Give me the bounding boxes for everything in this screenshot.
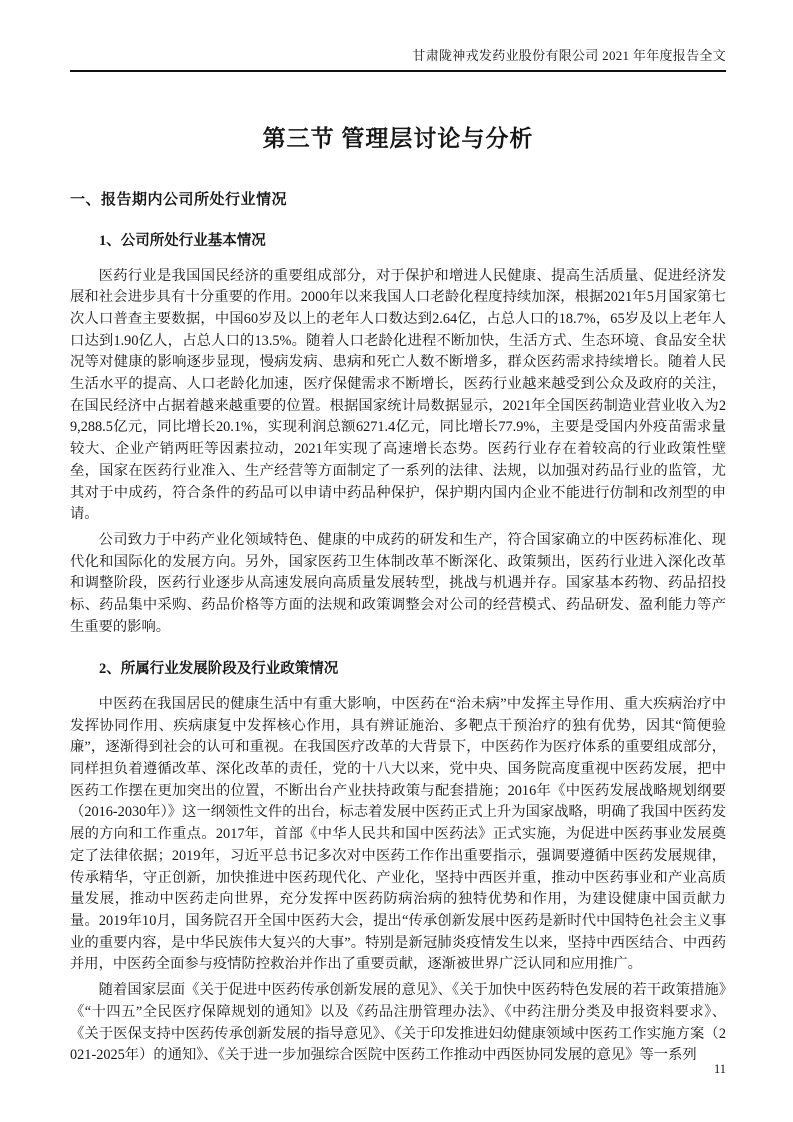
paragraph-industry-policy-1: 中医药在我国居民的健康生活中有重大影响，中医药在“治未病”中发挥主导作用、重大疾病治疗中发挥协同作用、疾病康复中发挥核心作用，具有辨证施治、多靶点干预治疗的独有优势，因其“简便验廉”，逐渐得到社会的认可和重视。在我国医疗改革的大背景下，中医药作为医疗体系的重要组成部分，同样担负着遵循改革、深化改革的责任，党的十八大以来，党中央、国务院高度重视中医药发展，把中医药工作摆在更加突出的位置，不断出台产业扶持政策与配套措施；2016年《中医药发展战略规划纲要（2016-2030年）》这一纲领性文件的出台，标志着发展中医药正式上升为国家战略，明确了我国中医药发展的方向和工作重点。2017年，首部《中华人民共和国中医药法》正式实施，为促进中医药事业发展奠定了法律依据；2019年，习近平总书记多次对中医药工作作出重要指示，强调要遵循中医药发展规律，传承精华，守正创新，加快推进中医药现代化、产业化，坚持中西医并重，推动中医药事业和产业高质量发展，推动中医药走向世界，充分发挥中医药防病治病的独特优势和作用，为建设健康中国贡献力量。2019年10月，国务院召开全国中医药大会，提出“传承创新发展中医药是新时代中国特色社会主义事业的重要内容，是中华民族伟大复兴的大事”。特别是新冠肺炎疫情发生以来，坚持中西医结合、中西药并用，中医药全面参与疫情防控救治并作出了重要贡献，逐渐被世界广泛认同和应用推广。 <box>70 695 726 973</box>
heading-industry-overview: 一、报告期内公司所处行业情况 <box>70 192 288 208</box>
subheading-industry-basics: 1、公司所处行业基本情况 <box>99 233 266 249</box>
paragraph-industry-policy-2: 随着国家层面《关于促进中医药传承创新发展的意见》、《关于加快中医药特色发展的若干政策措施》《“十四五”全民医疗保障规划的通知》以及《药品注册管理办法》、《中药注册分类及申报资料要求》、《关于医保支持中医药传承创新发展的指导意见》、《关于印发推进妇幼健康领域中医药工作实施方案（2021-2025年）的通知》、《关于进一步加强综合医院中医药工作推动中西医协同发展的意见》等一系列 <box>70 982 726 1064</box>
page-number: 11 <box>713 1062 726 1076</box>
report-header-title: 甘肃陇神戎发药业股份有限公司 2021 年年度报告全文 <box>412 48 726 63</box>
section-title: 第三节 管理层讨论与分析 <box>262 126 534 151</box>
subheading-industry-policy: 2、所属行业发展阶段及行业政策情况 <box>99 661 339 678</box>
page-header <box>70 46 726 72</box>
paragraph-industry-basics-2: 公司致力于中药产业化领域特色、健康的中成药的研发和生产，符合国家确立的中医药标准化、现代化和国际化的发展方向。另外，国家医药卫生体制改革不断深化、政策频出，医药行业进入深化改革和调整阶段，医药行业逐步从高速发展向高质量发展转型，挑战与机遇并存。国家基本药物、药品招投标、药品集中采购、药品价格等方面的法规和政策调整会对公司的经营模式、药品研发、盈利能力等产生重要的影响。 <box>70 531 726 635</box>
paragraph-industry-basics-1: 医药行业是我国国民经济的重要组成部分，对于保护和增进人民健康、提高生活质量、促进经济发展和社会进步具有十分重要的作用。2000年以来我国人口老龄化程度持续加深，根据2021年5月国家第七次人口普查主要数据，中国60岁及以上的老年人口数达到2.64亿，占总人口的18.7%，65岁及以上老年人口达到1.90亿人，占总人口的13.5%。随着人口老龄化进程不断加快，生活方式、生态环境、食品安全状况等对健康的影响逐步显现，慢病发病、患病和死亡人数不断增多，群众医药需求持续增长。随着人民生活水平的提高、人口老龄化加速，医疗保健需求不断增长，医药行业越来越受到公众及政府的关注，在国民经济中占据着越来越重要的位置。根据国家统计局数据显示，2021年全国医药制造业营业收入为29,288.5亿元，同比增长20.1%，实现利润总额6271.4亿元，同比增长77.9%，主要是受国内外疫苗需求量较大、企业产销两旺等因素拉动，2021年实现了高速增长态势。医药行业存在着较高的行业政策性壁垒，国家在医药行业准入、生产经营等方面制定了一系列的法律、法规，以加强对药品行业的监管，尤其对于中成药，符合条件的药品可以申请中药品种保护，保护期内国内企业不能进行仿制和改剂型的申请。 <box>70 267 726 523</box>
